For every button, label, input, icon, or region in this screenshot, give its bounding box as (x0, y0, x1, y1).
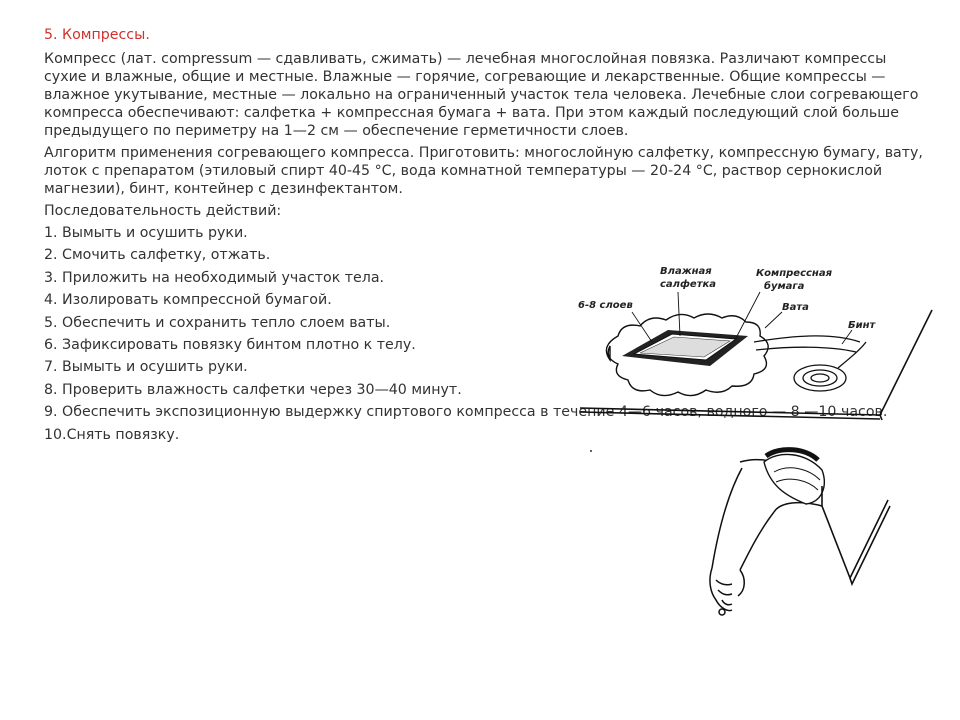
bandage-icon (754, 336, 866, 391)
step-item: 4. Изолировать компрессной бумагой. (44, 292, 332, 309)
step-item: 1. Вымыть и осушить руки. (44, 225, 248, 241)
step-item: 3. Приложить на необходимый участок тела. (44, 269, 385, 286)
slide-title: 5. Компрессы. (44, 27, 150, 43)
algorithm-paragraph: Алгоритм применения согревающего компресса. Приготовить: многослойную салфетку, компрессную бумагу, вату, лоток с препаратом (этиловый спирт 40-45 °С, вода комнатной температуры — 20-24 °С, раствор сернокислой магнезии), бинт, контейнер с дезинфектантом. (44, 145, 923, 197)
layers-label: 6-8 слоев (578, 300, 633, 311)
step-item: 9. Обеспечить экспозиционную выдержку спиртового компресса в течение 4—6 часов, водного — 8 —10 часов. (44, 404, 888, 421)
elbow-compress-icon (764, 450, 824, 504)
bandage-label: Бинт (848, 320, 876, 331)
definition-paragraph: Компресс (лат. compressum — сдавливать, сжимать) — лечебная многослойная повязка. Различают компрессы сухие и влажные, общие и местные. Влажные — горячие, согревающие и лекарственные. Общие компрессы — влажное укутывание, местные — локально на ограниченный участок тела человека. Лечебные слои согревающего компресса обеспечивают: салфетка + компрессная бумага + вата. При этом каждый последующий слой больше предыдущего по периметру на 1—2 см — обеспечение герметичности слоев. (44, 51, 919, 139)
step-item: 5. Обеспечить и сохранить тепло слоем ваты. (44, 314, 391, 331)
compress-paper-label: бумага (764, 281, 805, 292)
compress-illustration (560, 250, 940, 630)
support-table-icon (822, 486, 890, 584)
sequence-heading: Последовательность действий: (44, 203, 282, 219)
step-item: 2. Смочить салфетку, отжать. (44, 247, 271, 264)
wet-napkin-label: Влажная (660, 266, 712, 277)
wet-napkin-label: салфетка (660, 279, 717, 290)
step-item: 8. Проверить влажность салфетки через 30—40 минут. (44, 381, 462, 398)
compress-paper-label: Компрессная (756, 268, 833, 279)
step-item: 6. Зафиксировать повязку бинтом плотно к телу. (44, 336, 416, 353)
step-item: 7. Вымыть и осушить руки. (44, 359, 248, 376)
step-item: 10.Снять повязку. (44, 426, 180, 443)
cotton-label: Вата (782, 302, 809, 313)
